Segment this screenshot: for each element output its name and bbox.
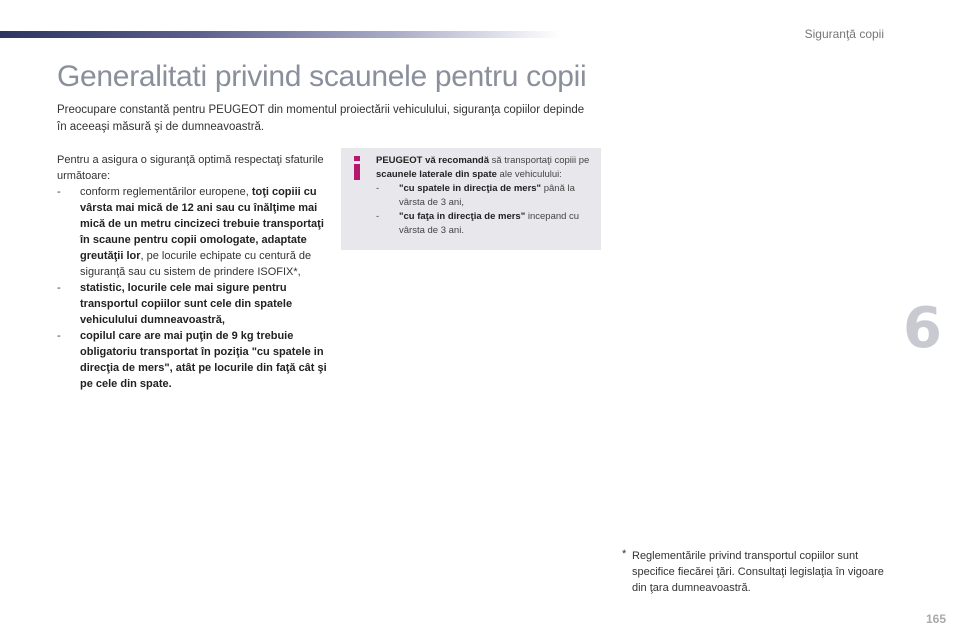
list-item <box>57 280 327 328</box>
dash-marker: - <box>376 211 380 222</box>
chapter-number: 6 <box>903 296 942 361</box>
list-item <box>376 182 591 210</box>
recommendation-span: până la vârsta de 3 ani, <box>399 183 575 208</box>
advice-text: conform reglementărilor europene, <box>80 186 252 198</box>
advice-bold-text: copilul care are mai puţin de 9 kg trebuie obligatoriu transportat în poziţia "cu spatele in direcţia de mers" <box>80 330 324 374</box>
intro-paragraph: Preocupare constantă pentru PEUGEOT din momentul proiectării vehiculului, siguranţa copiilor depinde în aceeaşi măsură şi de dumneavoastră. <box>57 104 585 133</box>
list-item <box>376 210 591 238</box>
header-gradient-bar <box>0 31 560 38</box>
advice-bold-text: , atât pe locurile din faţă cât şi pe cele din spate. <box>80 362 327 390</box>
recommendation-span: incepand cu vârsta de 3 ani. <box>399 211 580 236</box>
recommendation-bold: scaunele laterale din spate <box>376 169 497 180</box>
list-item <box>57 328 327 392</box>
recommendation-bold: "cu spatele in direcţia de mers" <box>399 183 542 194</box>
advice-text: , pe locurile echipate cu centură de siguranţă sau cu sistem de prindere ISOFIX*, <box>80 250 312 278</box>
advice-bold-text: toţi copiii cu vârsta mai mică de 12 ani sau cu înălţime mai mică de un metru cincizeci trebuie transportaţi în scaune pentru copii omologate, adaptate greutăţii lor <box>80 186 324 262</box>
recommendation-span: să transportaţi copiii pe <box>488 155 590 166</box>
dash-marker: - <box>57 330 61 342</box>
footnote <box>622 548 892 596</box>
page-title: Generalitati privind scaunele pentru copii <box>57 60 587 93</box>
dash-marker: - <box>376 183 380 194</box>
recommendation-bold: PEUGEOT vă recomandă <box>376 155 489 166</box>
recommendation-bold: "cu faţa in direcţia de mers" <box>399 211 526 222</box>
info-icon <box>352 156 362 180</box>
dash-marker: - <box>57 282 61 294</box>
section-title: Siguranţă copii <box>804 27 884 41</box>
dash-marker: - <box>57 186 61 198</box>
advice-bold-text: statistic, locurile cele mai sigure pentru transportul copiilor sunt cele din spatele vehiculului dumneavoastră, <box>80 282 293 326</box>
recommendation-list <box>376 182 591 238</box>
recommendation-span: ale vehiculului: <box>496 169 562 180</box>
footnote-star: * <box>622 548 627 560</box>
recommendation-box <box>341 148 601 250</box>
main-advice <box>57 152 327 392</box>
advice-lead: Pentru a asigura o siguranţă optimă respectaţi sfaturile următoare: <box>57 154 324 182</box>
recommendation-text <box>376 154 591 182</box>
footnote-text: Reglementările privind transportul copiilor sunt specifice fiecărei ţări. Consultaţi legislaţia în vigoare din ţara dumneavoastră. <box>632 550 884 594</box>
list-item <box>57 184 327 280</box>
advice-list <box>57 184 327 392</box>
page-number: 165 <box>925 612 946 626</box>
